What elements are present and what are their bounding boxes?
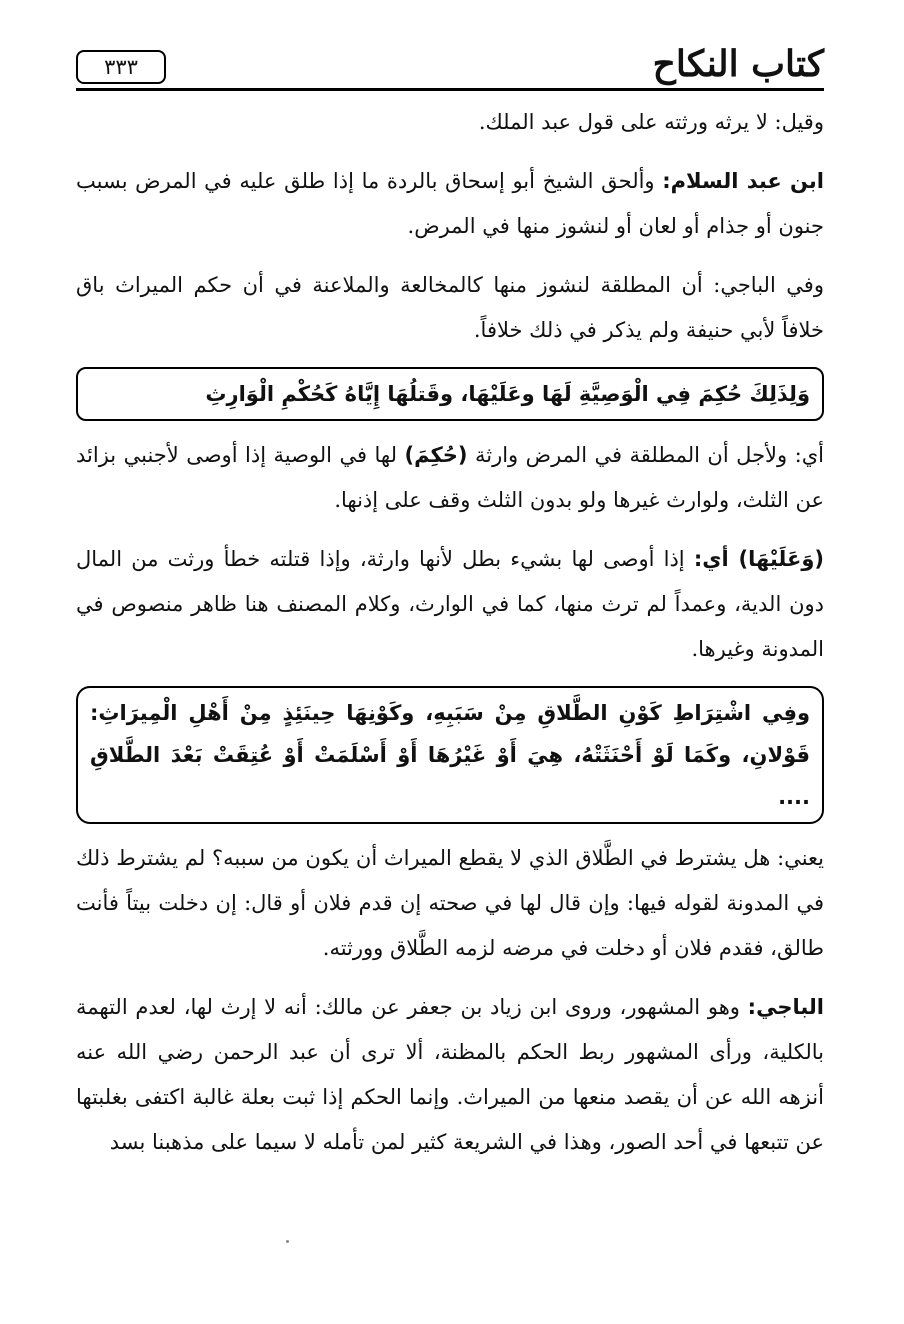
paragraph-2-text: وألحق الشيخ أبو إسحاق بالردة ما إذا طلق عليه في المرض بسبب جنون أو جذام أو لعان أو لنشوز منها في المرض.	[76, 169, 824, 238]
document-page	[76, 40, 824, 1179]
chapter-title: كتاب النكاح	[652, 43, 824, 85]
paragraph-4-part-a: أي: ولأجل أن المطلقة في المرض وارثة	[467, 443, 824, 467]
paragraph-3: وفي الباجي: أن المطلقة لنشوز منها كالمخالعة والملاعنة في أن حكم الميراث باق خلافاً لأبي حنيفة ولم يذكر في ذلك خلافاً.	[76, 273, 824, 342]
header-rule	[76, 88, 824, 91]
paragraph-4	[76, 433, 824, 523]
matn-box-1: وَلِذَلِكَ حُكِمَ فِي الْوَصِيَّةِ لَهَا وعَلَيْهَا، وقَتلُهَا إِيَّاهُ كَحُكْمِ الْوَارِثِ	[76, 367, 824, 421]
page-body	[76, 100, 824, 1165]
paragraph-2-lead: ابن عبد السلام:	[662, 169, 825, 193]
paragraph-4-part-b: لها في الوصية إذا أوصى لأجنبي بزائد عن الثلث، ولوارث غيرها ولو بدون الثلث وقف على إذنها.	[76, 443, 824, 512]
paragraph-5-text: إذا أوصى لها بشيء بطل لأنها وارثة، وإذا قتلته خطأ ورثت من المال دون الدية، وعمداً لم ترث منها، كما في الوارث، وكلام المصنف هنا ظاهر منصوص في المدونة وغيرها.	[76, 547, 824, 661]
paragraph-6: يعني: هل يشترط في الطَّلاق الذي لا يقطع الميراث أن يكون من سببه؟ لم يشترط ذلك في المدونة لقوله فيها: وإن قال لها في صحته إن قدم فلان أو قال: إن دخلت بيتاً فأنت طالق، فقدم فلان أو دخلت في مرضه لزمه الطَّلاق وورثته.	[76, 846, 824, 960]
paragraph-5-emph: (وَعَلَيْهَا) أي:	[693, 547, 825, 571]
paragraph-1: وقيل: لا يرثه ورثته على قول عبد الملك.	[478, 110, 824, 134]
paragraph-2	[76, 159, 824, 249]
scan-speck	[286, 1240, 289, 1243]
paragraph-7	[76, 985, 824, 1165]
page-header	[76, 40, 824, 100]
paragraph-7-text: وهو المشهور، وروى ابن زياد بن جعفر عن مالك: أنه لا إرث لها، لعدم التهمة بالكلية، ورأى المشهور ربط الحكم بالمظنة، ألا ترى أن عبد الرحمن رضي الله عنه أنزهه الله عن أن يقصد منعها من الميراث. وإنما الحكم إذا ثبت بعلة غالبة اكتفى بغلبتها عن تتبعها في أحد الصور، وهذا في الشريعة كثير لمن تأمله لا سيما على مذهبنا بسد	[76, 995, 824, 1154]
paragraph-5	[76, 537, 824, 672]
page-number: ٣٣٣	[76, 50, 166, 84]
paragraph-4-emph: (حُكِمَ)	[404, 443, 468, 467]
paragraph-7-lead: الباجي:	[747, 995, 824, 1019]
matn-box-2: وفِي اشْتِرَاطِ كَوْنِ الطَّلاقِ مِنْ سَبَبِهِ، وكَوْنِهَا حِينَئِذٍ مِنْ أَهْلِ الْمِيرَاثِ: قَوْلانِ، وكَمَا لَوْ أَحْنَثَتْهُ، هِيَ أَوْ غَيْرُهَا أَوْ أَسْلَمَتْ أَوْ عُتِقَتْ بَعْدَ الطَّلاقِ ....	[76, 686, 824, 824]
